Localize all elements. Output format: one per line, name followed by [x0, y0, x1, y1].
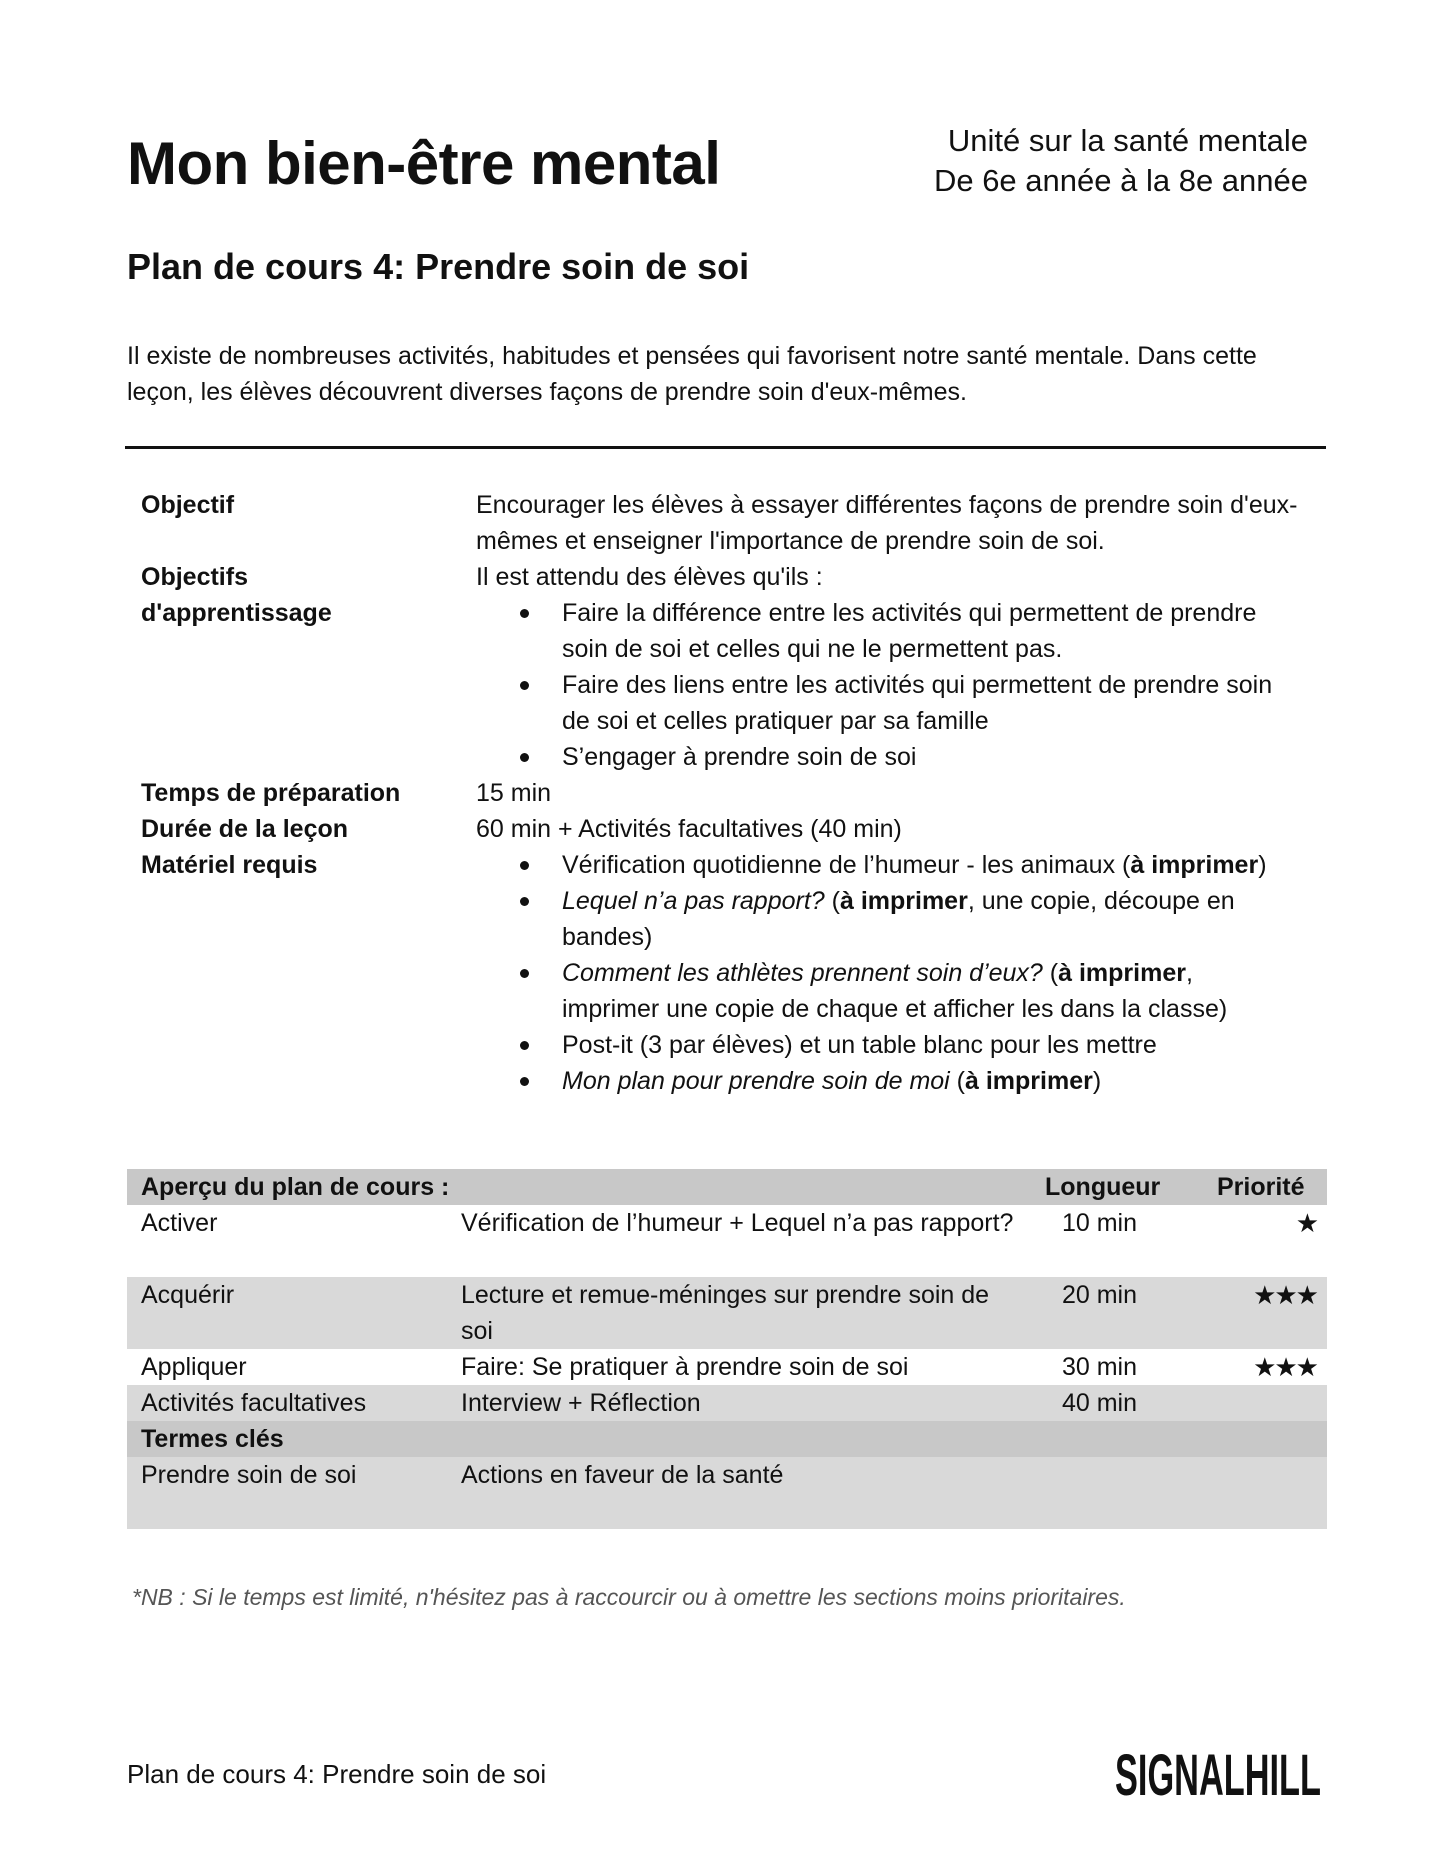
- duree-value: 60 min + Activités facultatives (40 min): [476, 815, 902, 843]
- lesson-title: Plan de cours 4: Prendre soin de soi: [127, 246, 750, 287]
- objectifs-label: Objectifs d'apprentissage: [141, 563, 332, 627]
- duree-label: Durée de la leçon: [141, 815, 349, 843]
- objectif-value: Encourager les élèves à essayer différentes façons de prendre soin d'eux-mêmes et enseigner l'importance de prendre soin de soi.: [476, 491, 1298, 555]
- unit-info: [934, 121, 1308, 201]
- table-row: [127, 1385, 1327, 1421]
- materiel-label: Matériel requis: [141, 851, 318, 879]
- overview-header: Aperçu du plan de cours :: [141, 1173, 450, 1201]
- document-title: Mon bien-être mental: [127, 130, 721, 197]
- objectif-label: Objectif: [141, 491, 235, 519]
- table-row: [127, 1457, 1327, 1529]
- objectifs-value: [476, 559, 1326, 775]
- phase-cell: Activer: [141, 1209, 218, 1237]
- phase-cell: Appliquer: [141, 1353, 247, 1381]
- activity-cell: Interview + Réflection: [461, 1389, 701, 1417]
- phase-cell: Acquérir: [141, 1281, 235, 1309]
- objectifs-intro: Il est attendu des élèves qu'ils :: [476, 563, 823, 591]
- phase-cell: Activités facultatives: [141, 1389, 367, 1417]
- activity-cell: Lecture et remue-méninges sur prendre soin de soi: [461, 1281, 990, 1345]
- list-item: S’engager à prendre soin de soi: [476, 739, 1276, 775]
- length-cell: 20 min: [1061, 1281, 1137, 1309]
- priority-star-icon: ★★★: [1253, 1352, 1317, 1382]
- activity-cell: Faire: Se pratiquer à prendre soin de soi: [461, 1353, 909, 1381]
- priority-star-icon: ★★★: [1253, 1280, 1317, 1310]
- unit-line-1: Unité sur la santé mentale: [947, 123, 1308, 158]
- list-item: Lequel n’a pas rapport? (à imprimer, une copie, découpe en bandes): [476, 883, 1286, 955]
- priority-header: Priorité: [1217, 1173, 1305, 1201]
- terms-header: Termes clés: [141, 1425, 284, 1453]
- term-definition-cell: Actions en faveur de la santé: [461, 1461, 784, 1489]
- term-cell: Prendre soin de soi: [141, 1461, 357, 1489]
- list-item: Post-it (3 par élèves) et un table blanc pour les mettre: [476, 1027, 1286, 1063]
- table-row: [127, 1205, 1327, 1277]
- list-item: Mon plan pour prendre soin de moi (à imprimer): [476, 1063, 1286, 1099]
- list-item: Faire des liens entre les activités qui permettent de prendre soin de soi et celles pratiquer par sa famille: [476, 667, 1276, 739]
- length-cell: 10 min: [1061, 1209, 1137, 1237]
- materiel-value: [476, 847, 1326, 1099]
- table-row: [127, 1277, 1327, 1349]
- list-item: Comment les athlètes prennent soin d’eux? (à imprimer, imprimer une copie de chaque et afficher les dans la classe): [476, 955, 1286, 1027]
- footnote: *NB : Si le temps est limité, n'hésitez pas à raccourcir ou à omettre les sections moins prioritaires.: [132, 1584, 1126, 1610]
- table-row: [127, 1349, 1327, 1385]
- list-item: Vérification quotidienne de l’humeur - les animaux (à imprimer): [476, 847, 1286, 883]
- length-cell: 40 min: [1061, 1389, 1137, 1417]
- unit-line-2: De 6e année à la 8e année: [933, 163, 1308, 198]
- length-header: Longueur: [1045, 1173, 1161, 1201]
- materiel-list: [476, 847, 1286, 1099]
- intro-paragraph: Il existe de nombreuses activités, habitudes et pensées qui favorisent notre santé mentale. Dans cette leçon, les élèves découvrent diverses façons de prendre soin d'eux-mêmes.: [127, 342, 1257, 406]
- priority-star-icon: ★: [1295, 1208, 1317, 1238]
- objectifs-list: [476, 595, 1276, 775]
- prep-label: Temps de préparation: [141, 779, 401, 807]
- prep-value: 15 min: [476, 779, 552, 807]
- list-item: Faire la différence entre les activités qui permettent de prendre soin de soi et celles qui ne le permettent pas.: [476, 595, 1276, 667]
- length-cell: 30 min: [1061, 1353, 1137, 1381]
- table-header: [127, 1169, 1327, 1205]
- activity-cell: Vérification de l’humeur + Lequel n’a pas rapport?: [461, 1209, 1014, 1237]
- svg-text:SIGNALHILL: SIGNALHILL: [1115, 1743, 1321, 1808]
- footer-lesson-title: Plan de cours 4: Prendre soin de soi: [127, 1759, 547, 1789]
- lesson-plan-table: [127, 1169, 1327, 1529]
- terms-header-row: [127, 1421, 1327, 1457]
- divider: [125, 446, 1326, 449]
- signalhill-logo: [1115, 1735, 1327, 1807]
